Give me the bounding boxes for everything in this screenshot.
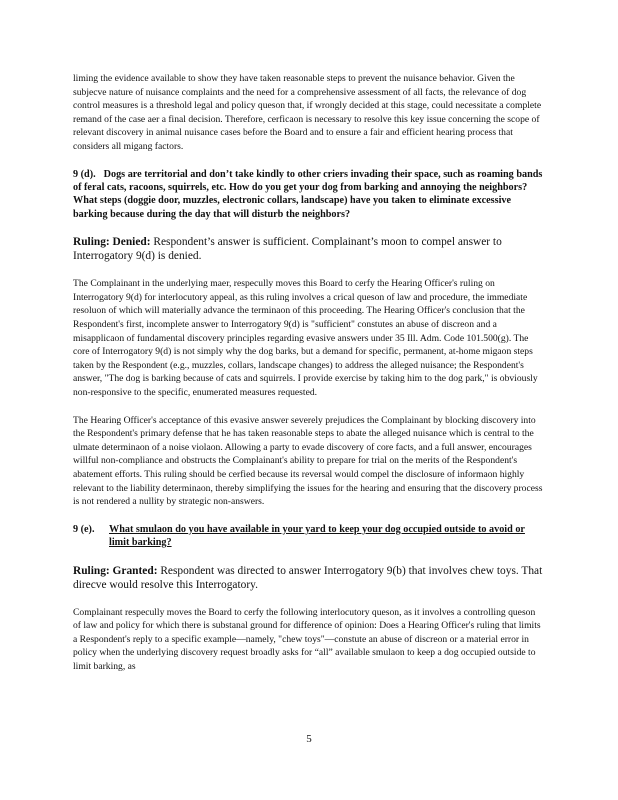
interrogatory-9e [73,523,545,550]
interrogatory-number: 9 (e). [73,523,95,535]
paragraph-motion-9d: The Complainant in the underlying maer, respecully moves this Board to cerfy the Hearing Officer's ruling on Interrogatory 9(d) for interlocutory appeal, as this ruling involves a crical queson of law and procedure, the immediate resoluon of which will materially advance the terminaon of this proceeding. The Hearing Officer's conclusion that the Respondent's first, incomplete answer to Interrogatory 9(d) is "sufficient" constutes an abuse of discreon and a misapplicaon of fundamental discovery principles regarding evasive answers under 35 Ill. Adm. Code 101.500(g). The core of Interrogatory 9(d) is not simply why the dog barks, but a demand for specific, permanent, at-home migaon steps taken by the Respondent (e.g., muzzles, collars, landscape changes) to address the alleged nuisance; the Respondent's answer, "The dog is barking because of cats and squirrels. I provide exercise by taking him to the dog park," is obviously non-responsive to the specific, enumerated measures requested. [73,278,538,398]
paragraph-certification-9c: liming the evidence available to show they have taken reasonable steps to prevent the nuisance behavior. Given the subjecve nature of nuisance complaints and the need for a comprehensive assessment of all facts, the relevance of dog control measures is a threshold legal and policy queson that, if wrongly decided at this stage, could necessitate a complete remand of the case aer a final decision. Therefore, cerficaon is necessary to resolve this key issue concerning the scope of relevant discovery in animal nuisance cases before the Board and to ensure a fair and efficient hearing process that considers all migang factors. [73,73,542,152]
ruling-text: Respondent was directed to answer Interrogatory 9(b) that involves chew toys. That direcve would resolve this Interrogatory. [73,564,543,591]
interrogatory-text: Dogs are territorial and don’t take kindly to other criers invading their space, such as roaming bands of feral cats, racoons, squirrels, etc. How do you get your dog from barking and annoying the neighbors? What steps (doggie door, muzzles, electronic collars, landscape) have you taken to eliminate excessive barking because during the day that will disturb the neighbors? [73,168,543,220]
interrogatory-number: 9 (d). [73,168,96,180]
ruling-label: Ruling: Granted: [73,564,158,577]
paragraph-prejudice-9d: The Hearing Officer's acceptance of this evasive answer severely prejudices the Complainant by blocking discovery into the Respondent's primary defense that he has taken reasonable steps to abate the alleged nuisance which is central to the ulmate determinaon of a noise violaon. Allowing a party to evade discovery of core facts, and a full answer, encourages willful non-compliance and obstructs the Complainant's ability to prepare for trial on the merits of the Respondent's abatement efforts. This ruling should be cerfied because its reversal would compel the disclosure of informaon highly relevant to the liability determinaon, thereby simplifying the issues for the hearing and ensuring that the discovery process is not rendered a nullity by strategic non-answers. [73,414,543,508]
interrogatory-text: What smulaon do you have available in your yard to keep your dog occupied outside to avoid or limit barking? [109,523,525,549]
paragraph-motion-9e: Complainant respecully moves the Board to cerfy the following interlocutory queson, as it involves a controlling queson of law and policy for which there is substanal ground for difference of opinion: Does a Hearing Officer's ruling that limits a Respondent's reply to a specific example—namely, "chew toys"—constute an abuse of discreon or a material error in policy when the underlying discovery request broadly asks for “all” available smulaon to keep a dog occupied outside to limit barking, as [73,606,541,672]
ruling-9d [73,235,545,263]
document-body [73,72,545,673]
ruling-9e [73,564,545,592]
interrogatory-9d [73,168,545,222]
page-number: 5 [306,733,312,745]
ruling-label: Ruling: Denied: [73,236,151,249]
ruling-text: Respondent’s answer is sufficient. Complainant’s moon to compel answer to Interrogatory 9(d) is denied. [73,236,502,263]
